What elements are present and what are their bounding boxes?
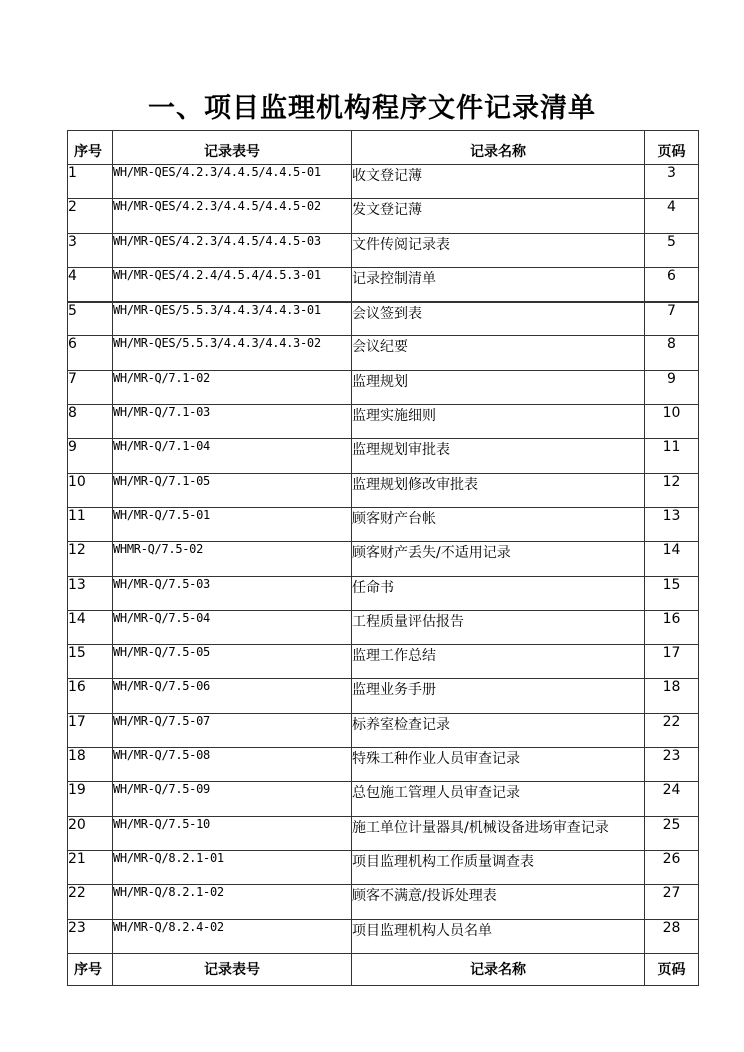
table-body xyxy=(68,165,699,954)
row-page: 6 xyxy=(645,267,699,301)
row-name: 项目监理机构工作质量调查表 xyxy=(352,850,645,884)
document-title: 一、项目监理机构程序文件记录清单 xyxy=(148,93,596,124)
row-name: 任命书 xyxy=(352,576,645,610)
row-code: WH/MR-Q/8.2.4-02 xyxy=(113,919,352,953)
row-code: WH/MR-QES/4.2.3/4.4.5/4.4.5-03 xyxy=(113,233,352,267)
row-name: 会议签到表 xyxy=(352,302,645,336)
row-page: 22 xyxy=(645,713,699,747)
row-code: WH/MR-Q/7.5-05 xyxy=(113,645,352,679)
row-code: WH/MR-Q/7.1-05 xyxy=(113,473,352,507)
row-name: 工程质量评估报告 xyxy=(352,610,645,644)
table-row xyxy=(68,850,699,884)
row-name: 监理规划审批表 xyxy=(352,439,645,473)
row-seq: 22 xyxy=(68,885,113,919)
row-code: WH/MR-QES/4.2.4/4.5.4/4.5.3-01 xyxy=(113,267,352,301)
row-page: 12 xyxy=(645,473,699,507)
row-name: 记录控制清单 xyxy=(352,267,645,301)
row-name: 监理实施细则 xyxy=(352,405,645,439)
row-code: WH/MR-Q/8.2.1-01 xyxy=(113,850,352,884)
footer-seq: 序号 xyxy=(68,953,113,985)
row-name: 顾客不满意/投诉处理表 xyxy=(352,885,645,919)
row-seq: 19 xyxy=(68,782,113,816)
row-seq: 4 xyxy=(68,267,113,301)
table-row xyxy=(68,302,699,336)
row-code: WH/MR-QES/5.5.3/4.4.3/4.4.3-02 xyxy=(113,336,352,370)
row-code: WH/MR-Q/7.5-08 xyxy=(113,748,352,782)
row-name: 监理规划 xyxy=(352,370,645,404)
records-table xyxy=(67,130,699,986)
table-row xyxy=(68,370,699,404)
row-seq: 10 xyxy=(68,473,113,507)
row-seq: 15 xyxy=(68,645,113,679)
header-seq: 序号 xyxy=(68,131,113,165)
row-name: 发文登记薄 xyxy=(352,199,645,233)
row-page: 11 xyxy=(645,439,699,473)
row-page: 24 xyxy=(645,782,699,816)
footer-name: 记录名称 xyxy=(352,953,645,985)
row-name: 标养室检查记录 xyxy=(352,713,645,747)
row-seq: 13 xyxy=(68,576,113,610)
row-page: 7 xyxy=(645,302,699,336)
row-code: WHMR-Q/7.5-02 xyxy=(113,542,352,576)
row-seq: 6 xyxy=(68,336,113,370)
row-seq: 2 xyxy=(68,199,113,233)
row-seq: 11 xyxy=(68,507,113,541)
row-code: WH/MR-Q/7.5-09 xyxy=(113,782,352,816)
row-name: 总包施工管理人员审查记录 xyxy=(352,782,645,816)
row-page: 8 xyxy=(645,336,699,370)
row-seq: 3 xyxy=(68,233,113,267)
row-page: 15 xyxy=(645,576,699,610)
row-page: 13 xyxy=(645,507,699,541)
row-code: WH/MR-Q/7.1-04 xyxy=(113,439,352,473)
row-seq: 5 xyxy=(68,302,113,336)
row-page: 17 xyxy=(645,645,699,679)
row-name: 监理业务手册 xyxy=(352,679,645,713)
table-row xyxy=(68,919,699,953)
table-row xyxy=(68,507,699,541)
table-row xyxy=(68,645,699,679)
table-row xyxy=(68,199,699,233)
table-row xyxy=(68,679,699,713)
row-seq: 17 xyxy=(68,713,113,747)
row-page: 3 xyxy=(645,165,699,199)
row-code: WH/MR-Q/7.5-06 xyxy=(113,679,352,713)
row-name: 文件传阅记录表 xyxy=(352,233,645,267)
table-row xyxy=(68,542,699,576)
row-name: 顾客财产台帐 xyxy=(352,507,645,541)
table-row xyxy=(68,165,699,199)
row-name: 收文登记薄 xyxy=(352,165,645,199)
row-code: WH/MR-Q/7.5-01 xyxy=(113,507,352,541)
row-code: WH/MR-Q/7.5-03 xyxy=(113,576,352,610)
row-name: 监理规划修改审批表 xyxy=(352,473,645,507)
header-code: 记录表号 xyxy=(113,131,352,165)
row-name: 顾客财产丢失/不适用记录 xyxy=(352,542,645,576)
row-code: WH/MR-QES/5.5.3/4.4.3/4.4.3-01 xyxy=(113,302,352,336)
row-page: 23 xyxy=(645,748,699,782)
row-code: WH/MR-Q/7.5-04 xyxy=(113,610,352,644)
row-code: WH/MR-Q/7.1-03 xyxy=(113,405,352,439)
table-row xyxy=(68,233,699,267)
row-page: 10 xyxy=(645,405,699,439)
row-seq: 8 xyxy=(68,405,113,439)
row-code: WH/MR-Q/7.1-02 xyxy=(113,370,352,404)
row-name: 项目监理机构人员名单 xyxy=(352,919,645,953)
table-row xyxy=(68,439,699,473)
row-page: 26 xyxy=(645,850,699,884)
row-seq: 18 xyxy=(68,748,113,782)
row-code: WH/MR-Q/7.5-07 xyxy=(113,713,352,747)
row-page: 16 xyxy=(645,610,699,644)
row-page: 9 xyxy=(645,370,699,404)
row-page: 25 xyxy=(645,816,699,850)
footer-page: 页码 xyxy=(645,953,699,985)
table-row xyxy=(68,782,699,816)
row-seq: 7 xyxy=(68,370,113,404)
table-footer-row xyxy=(68,953,699,985)
row-seq: 9 xyxy=(68,439,113,473)
header-page: 页码 xyxy=(645,131,699,165)
row-seq: 14 xyxy=(68,610,113,644)
row-page: 4 xyxy=(645,199,699,233)
row-name: 特殊工种作业人员审查记录 xyxy=(352,748,645,782)
table-row xyxy=(68,576,699,610)
row-code: WH/MR-Q/8.2.1-02 xyxy=(113,885,352,919)
row-name: 施工单位计量器具/机械设备进场审查记录 xyxy=(352,816,645,850)
header-name: 记录名称 xyxy=(352,131,645,165)
row-name: 会议纪要 xyxy=(352,336,645,370)
row-seq: 23 xyxy=(68,919,113,953)
row-page: 18 xyxy=(645,679,699,713)
table-row xyxy=(68,748,699,782)
row-seq: 21 xyxy=(68,850,113,884)
row-code: WH/MR-Q/7.5-10 xyxy=(113,816,352,850)
row-seq: 16 xyxy=(68,679,113,713)
row-seq: 1 xyxy=(68,165,113,199)
table-row xyxy=(68,713,699,747)
table-row xyxy=(68,885,699,919)
table-row xyxy=(68,267,699,301)
row-seq: 20 xyxy=(68,816,113,850)
row-page: 14 xyxy=(645,542,699,576)
row-page: 5 xyxy=(645,233,699,267)
table-row xyxy=(68,405,699,439)
row-seq: 12 xyxy=(68,542,113,576)
row-name: 监理工作总结 xyxy=(352,645,645,679)
table-header-row xyxy=(68,131,699,165)
row-code: WH/MR-QES/4.2.3/4.4.5/4.4.5-01 xyxy=(113,165,352,199)
footer-code: 记录表号 xyxy=(113,953,352,985)
row-code: WH/MR-QES/4.2.3/4.4.5/4.4.5-02 xyxy=(113,199,352,233)
table-row xyxy=(68,610,699,644)
table-row xyxy=(68,473,699,507)
table-row xyxy=(68,816,699,850)
row-page: 28 xyxy=(645,919,699,953)
table-row xyxy=(68,336,699,370)
row-page: 27 xyxy=(645,885,699,919)
